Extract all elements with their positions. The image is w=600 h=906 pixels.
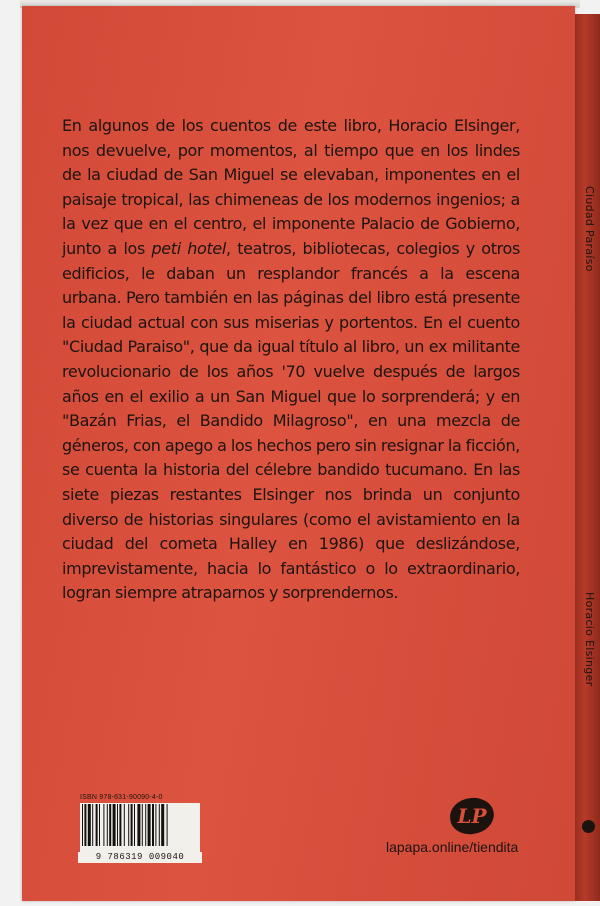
publisher-logo-text: LP: [457, 804, 487, 828]
barcode: [80, 803, 200, 853]
spine-author: Horacio Elsinger: [583, 592, 596, 687]
isbn-label: ISBN 978-631-90090-4-0: [80, 794, 163, 801]
synopsis-italic-term: peti hotel: [151, 238, 227, 258]
barcode-bars-icon: [80, 803, 200, 847]
synopsis-part-2: , teatros, bibliotecas, colegios y otros edificios, le daban un resplandor francés a la escena urbana. Pero también en las páginas del libro está presente la ciudad actual con sus miserias y portentos. En el cuento "Ciudad Paraiso", que da igual título al libro, un ex militante revolucionario de los años '70 vuelve después de largos años en el exilio a un San Miguel que lo sorprenderá; y en "Bazán Frias, el Bandido Milagroso", en una mezcla de géneros, con apego a los hechos pero sin resignar la ficción, se cuenta la historia del célebre bandido tucumano. En las siete piezas restantes Elsinger nos brinda un conjunto diverso de historias singulares (como el avistamiento en la ciudad del cometa Halley en 1986) que deslizándose, imprevistamente, hacia lo fantástico o lo extraordinario, logran siempre atraparnos y sorprendernos.: [62, 238, 520, 603]
synopsis-text: [62, 114, 520, 606]
spine-title: Ciudad Paraíso: [583, 186, 596, 272]
barcode-digits: 9 786319 009040: [78, 852, 202, 863]
publisher-website: lapapa.online/tiendita: [386, 839, 519, 855]
spine-publisher-logo-icon: [582, 820, 595, 833]
synopsis-part-1: En algunos de los cuentos de este libro, Horacio Elsinger, nos devuelve, por momentos, al tiempo que en los lindes de la ciudad de San Miguel se elevaban, imponentes en el paisaje tropical, las chimeneas de los modernos ingenios; a la vez que en el centro, el imponente Palacio de Gobierno, junto a los: [62, 116, 520, 258]
book-spine: [575, 14, 600, 901]
